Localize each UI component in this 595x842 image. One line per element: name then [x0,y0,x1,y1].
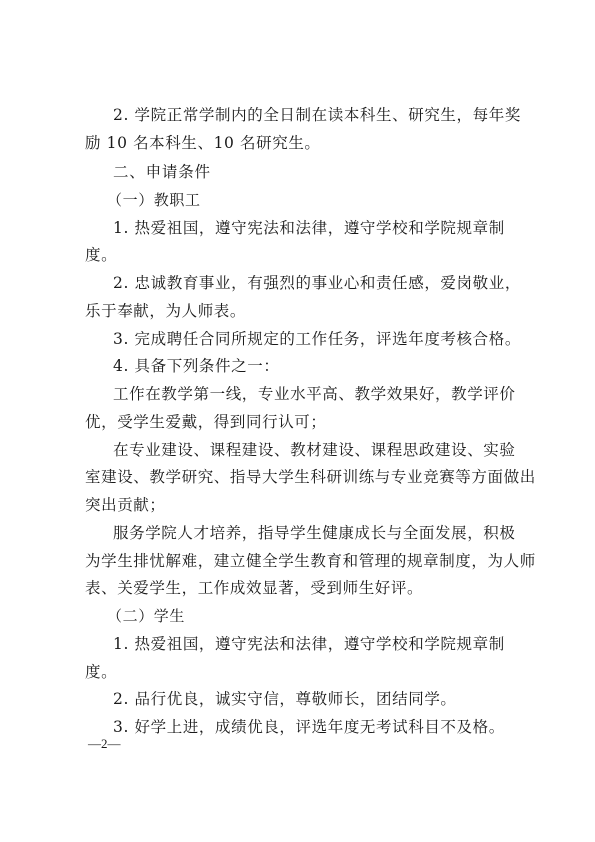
paragraph-line: 工作在教学第一线，专业水平高、教学效果好，教学评价 [113,385,516,403]
paragraph-line: 2. 品行优良，诚实守信，尊敬师长，团结同学。 [113,690,457,708]
paragraph-line: 励 10 名本科生、10 名研究生。 [85,134,321,152]
paragraph-line: 室建设、教学研究、指导大学生科研训练与专业竞赛等方面做出 [85,468,536,486]
paragraph-line: 3. 好学上进，成绩优良，评选年度无考试科目不及格。 [113,718,505,736]
paragraph-line: 表、关爱学生，工作成效显著，受到师生好评。 [85,579,424,597]
paragraph-line: 度。 [85,246,118,264]
section-heading: 二、申请条件 [113,163,211,181]
page-number: —2— [88,736,121,751]
paragraph-line: 3. 完成聘任合同所规定的工作任务，评选年度考核合格。 [113,330,521,348]
paragraph-line: 突出贡献； [85,496,166,514]
paragraph-line: 2. 忠诚教育事业，有强烈的事业心和责任感，爱岗敬业， [113,274,521,292]
paragraph-line: 2. 学院正常学制内的全日制在读本科生、研究生，每年奖 [113,106,521,124]
paragraph-line: 在专业建设、课程建设、教材建设、课程思政建设、实验 [113,441,516,459]
paragraph-line: 1. 热爱祖国，遵守宪法和法律，遵守学校和学院规章制 [113,219,505,237]
subsection-heading: （一）教职工 [107,191,201,209]
subsection-heading: （二）学生 [107,607,186,625]
paragraph-line: 4. 具备下列条件之一： [113,357,280,375]
paragraph-line: 度。 [85,663,118,681]
paragraph-line: 服务学院人才培养，指导学生健康成长与全面发展，积极 [113,524,516,542]
paragraph-line: 1. 热爱祖国，遵守宪法和法律，遵守学校和学院规章制 [113,635,505,653]
paragraph-line: 优，受学生爱戴，得到同行认可； [85,413,327,431]
paragraph-line: 乐于奉献，为人师表。 [85,302,247,320]
paragraph-line: 为学生排忧解难，建立健全学生教育和管理的规章制度，为人师 [85,552,536,570]
